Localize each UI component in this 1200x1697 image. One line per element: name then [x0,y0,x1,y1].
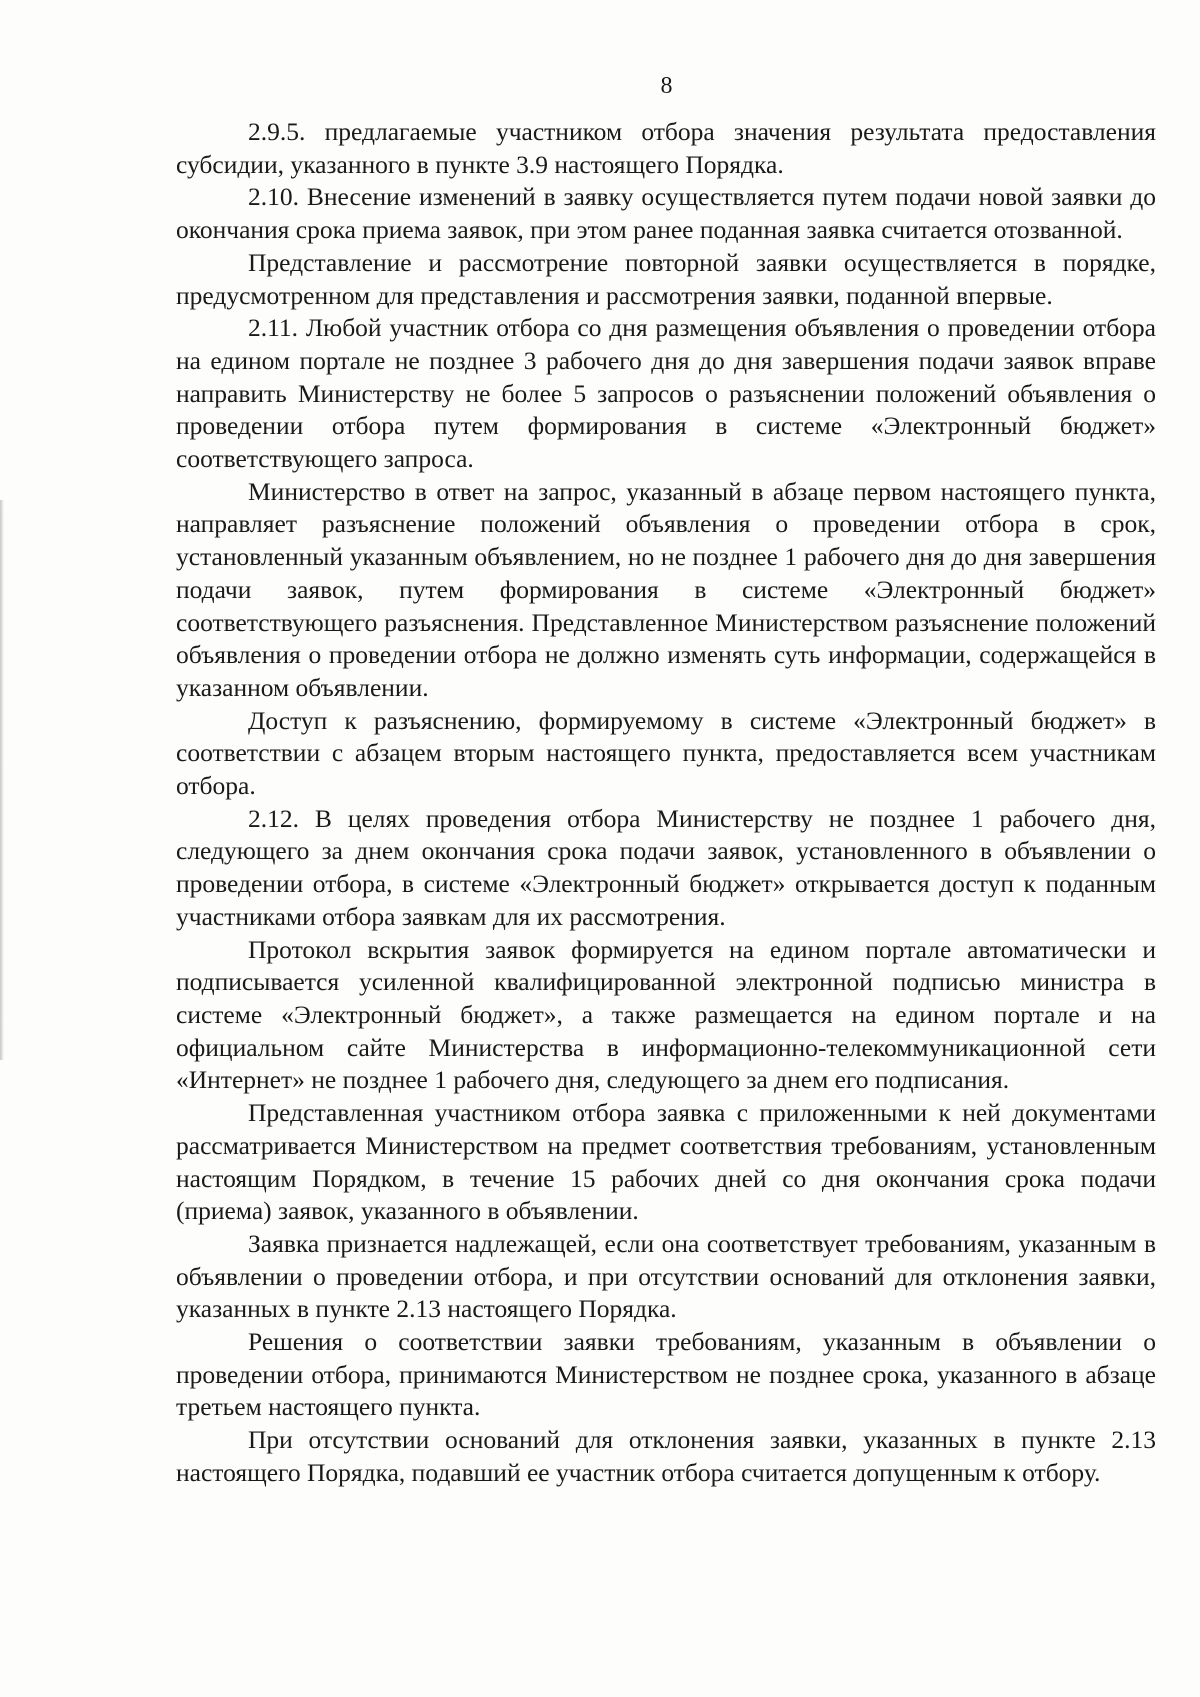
paragraph-2-11-access: Доступ к разъяснению, формируемому в системе «Электронный бюджет» в соответствии с абзацем вторым настоящего пункта, предоставляется всем участникам отбора. [176,705,1156,801]
paragraph-2-11: 2.11. Любой участник отбора со дня размещения объявления о проведении отбора на едином портале не позднее 3 рабочего дня до дня завершения подачи заявок вправе направить Министерству не более 5 запросов о разъяснении положений объявления о проведении отбора путем формирования в системе «Электронный бюджет» соответствующего запроса. [176,313,1156,474]
paragraph-2-12-proper-application: Заявка признается надлежащей, если она соответствует требованиям, указанным в объявлении о проведении отбора, и при отсутствии оснований для отклонения заявки, указанных в пункте 2.13 настоящего Порядка. [176,1228,1156,1324]
page-number: 8 [660,73,673,99]
document-body [176,116,1156,1490]
paragraph-2-12-admission: При отсутствии оснований для отклонения заявки, указанных в пункте 2.13 настоящего Порядка, подавший ее участник отбора считается допущенным к отбору. [176,1425,1156,1487]
paragraph-2-11-ministry-response: Министерство в ответ на запрос, указанный в абзаце первом настоящего пункта, направляет разъяснение положений объявления о проведении отбора в срок, установленный указанным объявлением, но не позднее 1 рабочего дня до дня завершения подачи заявок, путем формирования в системе «Электронный бюджет» соответствующего разъяснения. Представленное Министерством разъяснение положений объявления о проведении отбора не должно изменять суть информации, содержащейся в указанном объявлении. [176,476,1156,702]
scan-edge-shadow [0,500,4,1060]
paragraph-2-12: 2.12. В целях проведения отбора Министерству не позднее 1 рабочего дня, следующего за днем окончания срока подачи заявок, установленного в объявлении о проведении отбора, в системе «Электронный бюджет» открывается доступ к поданным участниками отбора заявкам для их рассмотрения. [176,803,1156,931]
paragraph-2-12-review: Представленная участником отбора заявка с приложенными к ней документами рассматривается Министерством на предмет соответствия требованиям, установленным настоящим Порядком, в течение 15 рабочих дней со дня окончания срока подачи (приема) заявок, указанного в объявлении. [176,1098,1156,1226]
paragraph-2-10-repeat-application: Представление и рассмотрение повторной заявки осуществляется в порядке, предусмотренном для представления и рассмотрения заявки, поданной впервые. [176,247,1156,310]
paragraph-2-12-protocol: Протокол вскрытия заявок формируется на едином портале автоматически и подписывается усиленной квалифицированной электронной подписью министра в системе «Электронный бюджет», а также размещается на едином портале и на официальном сайте Министерства в информационно-телекоммуникационной сети «Интернет» не позднее 1 рабочего дня, следующего за днем его подписания. [176,934,1156,1095]
paragraph-2-9-5: 2.9.5. предлагаемые участником отбора значения результата предоставления субсидии, указанного в пункте 3.9 настоящего Порядка. [176,117,1156,179]
paragraph-2-12-decisions: Решения о соответствии заявки требованиям, указанным в объявлении о проведении отбора, принимаются Министерством не позднее срока, указанного в абзаце третьем настоящего пункта. [176,1327,1156,1422]
paragraph-2-10: 2.10. Внесение изменений в заявку осуществляется путем подачи новой заявки до окончания срока приема заявок, при этом ранее поданная заявка считается отозванной. [176,182,1156,245]
